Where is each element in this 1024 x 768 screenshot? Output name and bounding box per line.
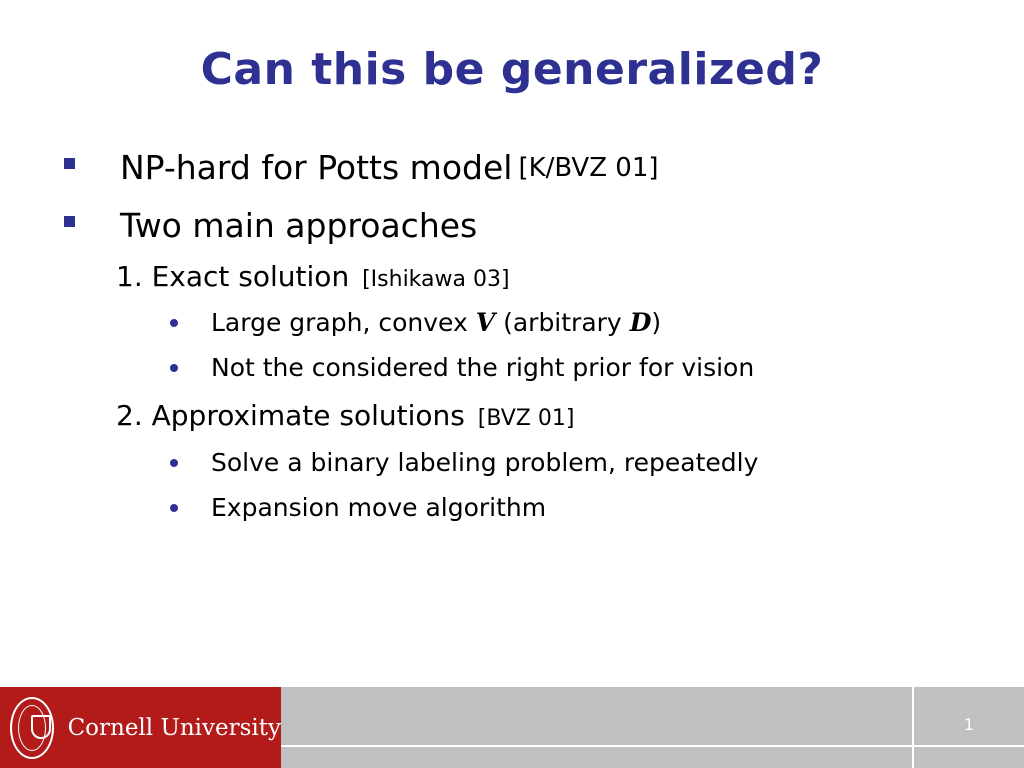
slide-footer <box>0 687 1024 768</box>
approach-approximate <box>116 398 574 437</box>
point-text: Solve a binary labeling problem, repeatedly <box>211 448 759 477</box>
round-bullet-icon <box>170 364 178 372</box>
bullet-approaches <box>64 206 477 246</box>
citation: [K/BVZ 01] <box>518 153 659 183</box>
symbol-d: D <box>629 308 652 337</box>
footer-band <box>281 687 1024 768</box>
square-bullet-icon <box>64 158 75 169</box>
symbol-v: V <box>475 308 496 337</box>
point-binary-labeling <box>170 447 758 479</box>
point-expansion-move <box>170 492 546 524</box>
cornell-seal-icon <box>10 697 54 759</box>
approach-exact <box>116 259 510 298</box>
page-number: 1 <box>963 715 975 734</box>
round-bullet-icon <box>170 459 178 467</box>
point-text: Not the considered the right prior for vision <box>211 353 755 382</box>
citation: [Ishikawa 03] <box>362 267 510 292</box>
seal-shield-icon <box>31 715 51 739</box>
bullet-text: Two main approaches <box>120 206 478 245</box>
point-prior <box>170 352 754 384</box>
cornell-brand-bar <box>0 687 281 768</box>
brand-name: Cornell University <box>67 714 281 741</box>
round-bullet-icon <box>170 319 178 327</box>
point-text: Expansion move algorithm <box>211 493 547 522</box>
bullet-np-hard <box>64 148 659 188</box>
point-text: Large graph, convex V (arbitrary D) <box>211 308 662 337</box>
approach-label: 1. Exact solution <box>116 260 350 293</box>
square-bullet-icon <box>64 216 75 227</box>
approach-label: 2. Approximate solutions <box>116 399 465 432</box>
slide-title: Can this be generalized? <box>200 44 824 95</box>
point-large-graph <box>170 307 661 339</box>
citation: [BVZ 01] <box>477 406 575 431</box>
bullet-text: NP-hard for Potts model <box>120 148 513 187</box>
round-bullet-icon <box>170 504 178 512</box>
